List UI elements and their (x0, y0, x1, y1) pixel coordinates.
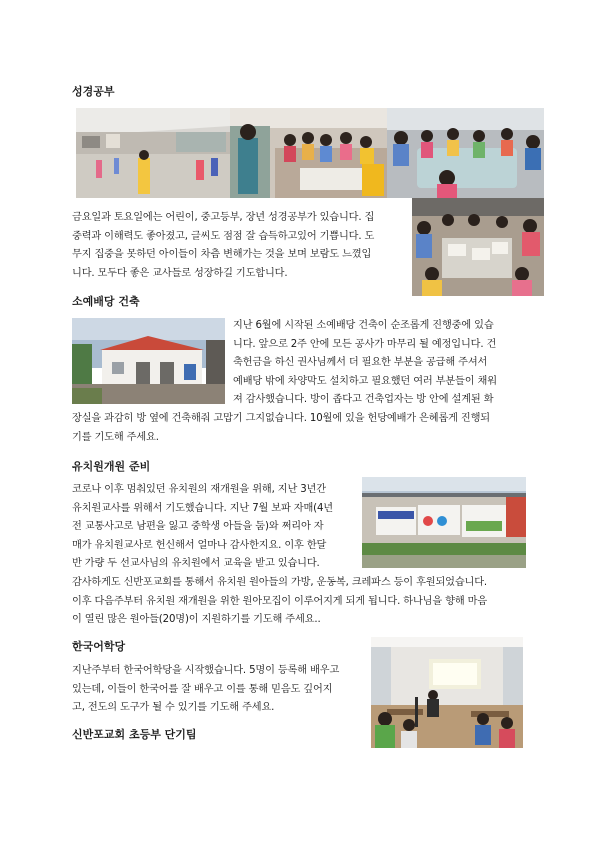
section-body-kindergarten-bottom (72, 574, 528, 630)
section-body-kindergarten-top (72, 481, 355, 574)
section-heading-kindergarten: 유치원개원 준비 (72, 460, 151, 473)
bible-study-photo-4 (412, 198, 544, 296)
text-line: 코로나 이후 멈춰있던 유치원의 재개원을 위해, 지난 3년간 (72, 484, 326, 495)
text-line: 지난 6월에 시작된 소예배당 건축이 순조롭게 진행중에 있습 (233, 320, 494, 331)
section-heading-chapel-construction: 소예배당 건축 (72, 295, 140, 308)
section-body-korean-school (72, 662, 365, 718)
text-line: 전 교통사고로 남편을 잃고 중학생 아들을 둠)와 쩌리아 자 (72, 521, 324, 533)
text-line: 있는데, 이들이 한국어를 잘 배우고 이를 통해 믿음도 깊어지 (72, 683, 333, 695)
text-line: 중력과 이해력도 좋아졌고, 글씨도 점점 잘 습득하고있어 기쁩니다. 도 (72, 230, 375, 242)
text-line: 니다. 앞으로 2주 안에 모든 공사가 마무리 될 예정입니다. 건 (233, 338, 497, 350)
section-body-bible-study (72, 209, 406, 283)
bible-study-photo-3 (387, 108, 544, 198)
text-line: 금요일과 토요일에는 어린이, 중고등부, 장년 성경공부가 있습니다. 집 (72, 212, 375, 223)
text-line: 이후 다음주부터 유치원 재개원을 위한 원아모집이 이루어지게 되게 됩니다. 하나님을 향해 마음 (72, 595, 488, 607)
text-line: 유치원교사를 위해서 기도했습니다. 지난 7월 보파 자매(4년 (72, 502, 333, 514)
text-line: 축헌금을 하신 권사님께서 더 필요한 부분을 공급해 주셔서 (233, 357, 488, 369)
text-line: 이 열린 많은 원아들(20명)이 지원하기를 기도해 주세요.. (72, 614, 321, 626)
section-heading-short-term-team: 신반포교회 초등부 단기팀 (72, 728, 197, 741)
text-line: 지난주부터 한국어학당을 시작했습니다. 5명이 등록해 배우고 (72, 665, 340, 676)
text-line: 기를 기도해 주세요. (72, 431, 159, 443)
text-line: 장실을 과감히 방 옆에 건축해줘 고맙기 그지없습니다. 10월에 있을 헌당예배가 은혜롭게 진행되 (72, 413, 490, 424)
text-line: 고, 전도의 도구가 될 수 있기를 기도해 주세요. (72, 702, 275, 714)
section-heading-korean-school: 한국어학당 (72, 640, 126, 653)
section-heading-bible-study: 성경공부 (72, 85, 115, 98)
kindergarten-photo (362, 477, 526, 568)
korean-school-photo (371, 637, 523, 748)
text-line: 감사하게도 신반포교회를 통해서 유치원 원아들의 가방, 운동복, 크레파스 등이 후원되었습니다. (72, 577, 488, 588)
bible-study-photo-2 (230, 108, 387, 198)
text-line: 니다. 모두다 좋은 교사들로 성장하길 기도합니다. (72, 267, 288, 279)
text-line: 무지 집중을 못하던 아이들이 차츰 변해가는 것을 보며 보람도 느꼈입 (72, 249, 372, 261)
section-body-chapel-construction-bottom (72, 410, 524, 447)
text-line: 반 가량 두 선교사님의 유치원에서 교육을 받고 있습니다. (72, 558, 320, 570)
text-line: 예배당 밖에 차양막도 설치하고 필요했던 여러 부분들이 채워 (233, 375, 497, 387)
text-line: 져 감사했습니다. 방이 좁다고 건축업자는 방 안에 설계된 화 (233, 394, 494, 406)
bible-study-photo-1 (76, 108, 230, 198)
text-line: 매가 유치원교사로 헌신해서 얼마나 감사한지요. 이후 한달 (72, 539, 327, 551)
section-body-chapel-construction-top (233, 317, 523, 410)
chapel-construction-photo (72, 318, 225, 404)
